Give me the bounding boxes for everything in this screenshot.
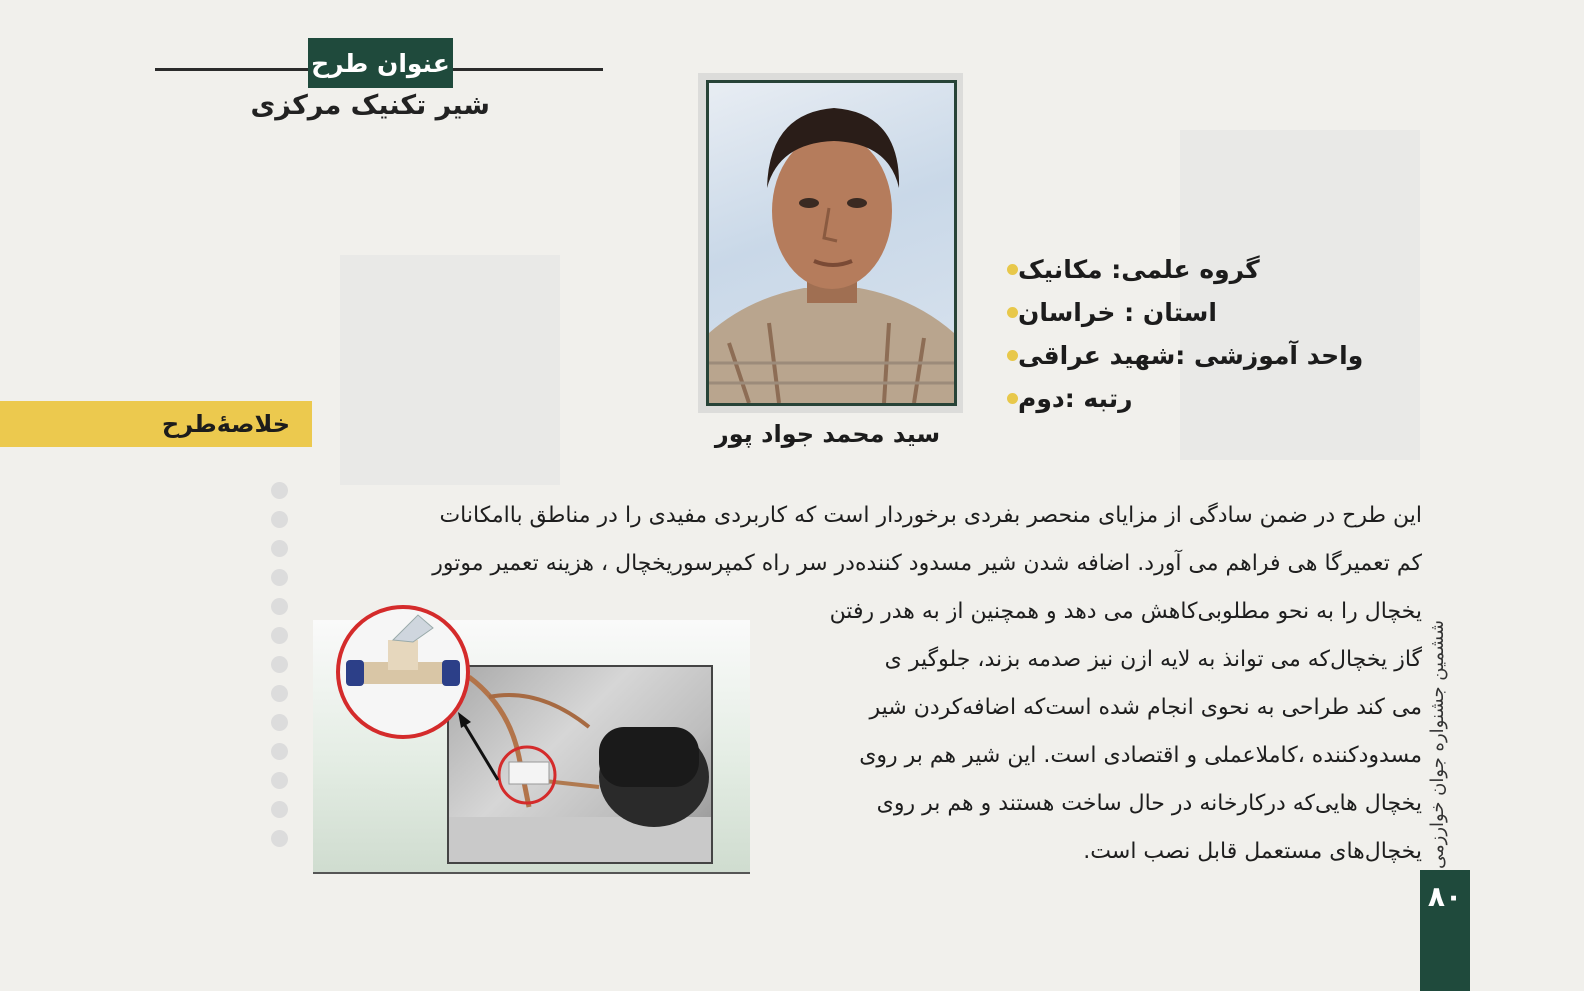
info-item-unit bbox=[985, 334, 1364, 377]
dot-decoration bbox=[271, 830, 288, 847]
dot-decoration bbox=[271, 772, 288, 789]
summary-line: یخچال را به نحو مطلوبی‌کاهش می دهد و همچنین از به هدر رفتن bbox=[829, 599, 1422, 624]
dot-decoration bbox=[271, 627, 288, 644]
dot-column bbox=[271, 482, 291, 859]
dot-decoration bbox=[271, 685, 288, 702]
dot-decoration bbox=[271, 743, 288, 760]
dot-decoration bbox=[271, 801, 288, 818]
dot-decoration bbox=[271, 511, 288, 528]
info-text: واحد آموزشی :شهید عراقی bbox=[1018, 341, 1364, 370]
summary-paragraph-wide bbox=[310, 492, 1422, 588]
dot-decoration bbox=[271, 482, 288, 499]
bullet-icon bbox=[1007, 350, 1018, 361]
summary-paragraph-narrow bbox=[765, 588, 1422, 876]
info-text: استان : خراسان bbox=[1018, 298, 1217, 327]
summary-line: مسدودکننده ،کاملاعملی و اقتصادی است. این شیر هم بر روی bbox=[859, 743, 1422, 768]
summary-heading: خلاصهٔ‌طرح bbox=[161, 410, 290, 438]
figure-rule bbox=[313, 872, 750, 874]
info-item-group bbox=[985, 248, 1345, 291]
show-through-shadow bbox=[340, 255, 560, 485]
dot-decoration bbox=[271, 598, 288, 615]
info-item-province bbox=[985, 291, 1345, 334]
info-item-rank bbox=[985, 377, 1345, 420]
info-text: گروه علمی: مکانیک bbox=[1018, 255, 1260, 284]
portrait-illustration bbox=[709, 83, 954, 403]
dot-decoration bbox=[271, 540, 288, 557]
dot-decoration bbox=[271, 714, 288, 731]
info-text: رتبه :دوم bbox=[1018, 384, 1133, 413]
info-list bbox=[985, 248, 1364, 420]
page-number: ۸۰ bbox=[1427, 880, 1463, 913]
valve-callout bbox=[313, 600, 750, 874]
bullet-icon bbox=[1007, 307, 1018, 318]
dot-decoration bbox=[271, 656, 288, 673]
title-heading: عنوان طرح bbox=[311, 48, 450, 78]
summary-line: کم تعمیرگا هی فراهم می آورد. اضافه شدن شیر مسدود کننده‌در سر راه کمپرسوریخچال ، هزینه تعمیر موتور bbox=[432, 551, 1422, 576]
title-heading-box bbox=[308, 38, 453, 88]
summary-line: گاز یخچال‌که می توانذ به لایه ازن نیز صدمه بزند، جلوگیر ی bbox=[884, 647, 1422, 672]
summary-line: یخچال‌های مستعمل قابل نصب است. bbox=[1083, 839, 1422, 864]
bullet-icon bbox=[1007, 393, 1018, 404]
person-name: سید محمد جواد پور bbox=[714, 420, 941, 448]
bullet-icon bbox=[1007, 264, 1018, 275]
summary-line: این طرح در ضمن سادگی از مزایای منحصر بفردی برخوردار است که کاربردی مفیدی را در مناطق باامکانات bbox=[439, 503, 1422, 528]
dot-decoration bbox=[271, 569, 288, 586]
summary-line: یخچال هایی‌که درکارخانه در حال ساخت هستند و هم بر روی bbox=[876, 791, 1422, 816]
festival-side-caption: ششمین جشنواره جوان خوارزمی bbox=[1427, 620, 1448, 870]
portrait-photo bbox=[706, 80, 957, 406]
project-title: شیر تکنیک مرکزی bbox=[250, 90, 490, 121]
summary-line: می کند طراحی به نحوی انجام شده است‌که اضافه‌کردن شیر bbox=[869, 695, 1422, 720]
